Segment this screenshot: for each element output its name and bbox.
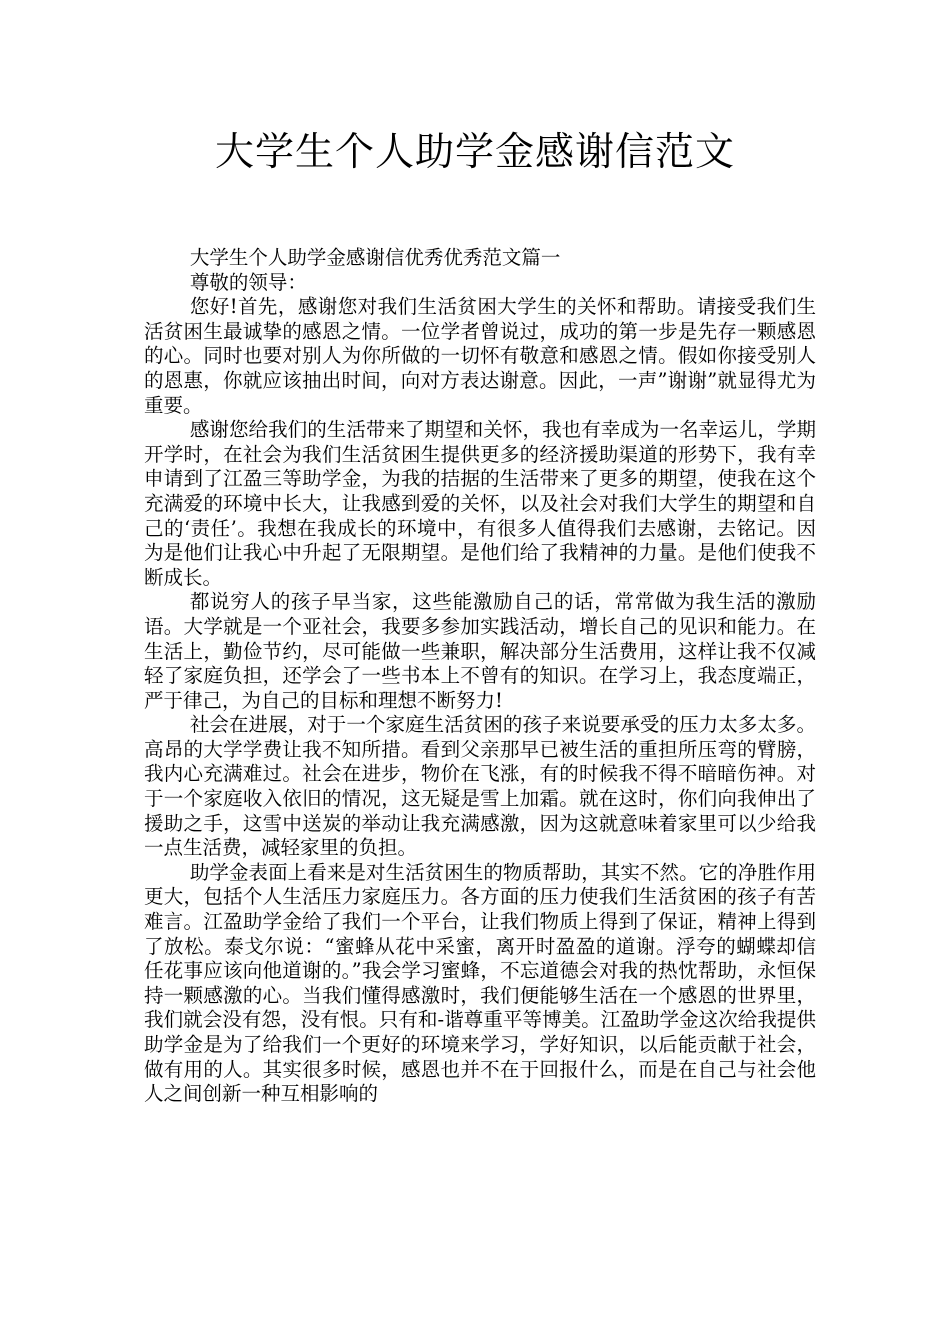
paragraph-5: 助学金表面上看来是对生活贫困生的物质帮助，其实不然。它的净胜作用更大，包括个人生活压力家庭压力。各方面的压力使我们生活贫困的孩子有苦难言。江盈助学金给了我们一个平台，让我们物质上得到了保证，精神上得到了放松。泰戈尔说：“蜜蜂从花中采蜜，离开时盈盈的道谢。浮夸的蝴蝶却信任花事应该向他道谢的。”我会学习蜜蜂，不忘道德会对我的热忱帮助，永恒保持一颗感激的心。当我们懂得感激时，我们便能够生活在一个感恩的世界里，我们就会没有怨，没有恨。只有和-谐尊重平等博美。江盈助学金这次给我提供助学金是为了给我们一个更好的环境来学习，学好知识，以后能贡献于社会，做有用的人。其实很多时候，感恩也并不在于回报什么，而是在自己与社会他人之间创新一种互相影响的 xyxy=(144,860,816,1106)
document-title: 大学生个人助学金感谢信范文 xyxy=(214,131,735,174)
paragraph-3: 都说穷人的孩子早当家，这些能激励自己的话，常常做为我生活的激励语。大学就是一个亚社会，我要多参加实践活动，增长自己的见识和能力。在生活上，勤俭节约，尽可能做一些兼职，解决部分生活费用，这样让我不仅减轻了家庭负担，还学会了一些书本上不曾有的知识。在学习上，我态度端正，严于律己，为自己的目标和理想不断努力! xyxy=(144,590,816,712)
paragraph-2: 感谢您给我们的生活带来了期望和关怀，我也有幸成为一名幸运儿，学期开学时，在社会为我们生活贫困生提供更多的经济援助渠道的形势下，我有幸申请到了江盈三等助学金，为我的拮据的生活带来了更多的期望，使我在这个充满爱的环境中长大，让我感到爱的关怀，以及社会对我们大学生的期望和自己的‘责任’。我想在我成长的环境中，有很多人值得我们去感谢，去铭记。因为是他们让我心中升起了无限期望。是他们给了我精神的力量。是他们使我不断成长。 xyxy=(144,418,816,589)
document-body xyxy=(144,246,816,1107)
paragraph-1: 您好!首先，感谢您对我们生活贫困大学生的关怀和帮助。请接受我们生活贫困生最诚挚的感恩之情。一位学者曾说过，成功的第一步是先存一颗感恩的心。同时也要对别人为你所做的一切怀有敬意和感恩之情。假如你接受别人的恩惠，你就应该抽出时间，向对方表达谢意。因此，一声”谢谢”就显得尤为重要。 xyxy=(144,295,816,417)
salutation: 尊敬的领导： xyxy=(189,270,307,294)
section-heading: 大学生个人助学金感谢信优秀优秀范文篇一 xyxy=(189,246,561,269)
paragraph-4: 社会在进展，对于一个家庭生活贫困的孩子来说要承受的压力太多太多。高昂的大学学费让我不知所措。看到父亲那早已被生活的重担所压弯的臂膀，我内心充满难过。社会在进步，物价在飞涨，有的时候我不得不暗暗伤神。对于一个家庭收入依旧的情况，这无疑是雪上加霜。就在这时，你们向我伸出了援助之手，这雪中送炭的举动让我充满感激，因为这就意味着家里可以少给我一点生活费，减轻家里的负担。 xyxy=(144,713,816,860)
